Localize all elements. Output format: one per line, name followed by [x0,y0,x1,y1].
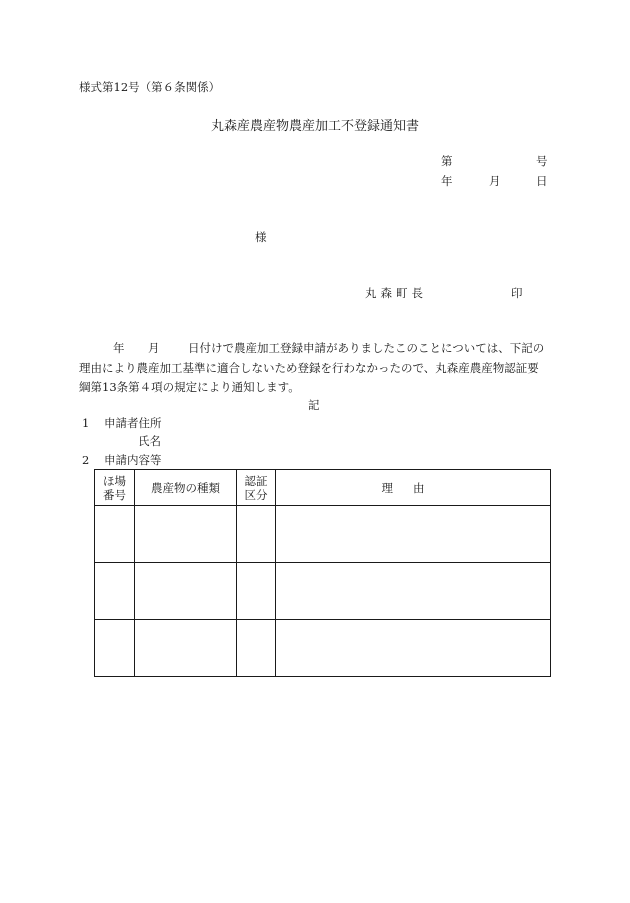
cell-reason[interactable] [276,563,551,620]
cell-field-number[interactable] [95,620,135,677]
application-table [94,469,551,677]
cell-crop-kind[interactable] [135,620,237,677]
cell-crop-kind[interactable] [135,563,237,620]
body-line-1-text: 日付けで農産加工登録申請がありましたこのことについては、下記の [188,341,545,355]
item-2-number: 2 [82,453,90,467]
number-suffix-label: 号 [536,154,548,168]
cell-reason[interactable] [276,620,551,677]
item-2-label: 申請内容等 [104,453,162,467]
addressee-honorific: 様 [255,230,267,244]
body-year-label: 年 [113,341,125,355]
cell-field-number[interactable] [95,563,135,620]
item-1-label: 申請者住所 [104,416,162,430]
body-line-2: 理由により農産加工基準に適合しないため登録を行わなかったので、丸森産農産物認証要 [79,361,539,375]
document-title: 丸森産農産物農産加工不登録通知書 [210,119,419,134]
cell-certification-class[interactable] [237,506,276,563]
header-crop-kind: 農産物の種類 [135,470,237,506]
header-reason: 理由 [276,470,551,506]
table-header-row [95,470,551,506]
form-number: 様式第12号（第６条関係） [79,80,221,94]
cell-certification-class[interactable] [237,620,276,677]
table-row [95,506,551,563]
month-label: 月 [489,174,501,188]
body-month-label: 月 [148,341,160,355]
cell-crop-kind[interactable] [135,506,237,563]
cell-reason[interactable] [276,506,551,563]
item-1-sublabel: 氏名 [138,434,161,448]
sender-mayor: 丸森町長 [365,286,427,300]
header-field-number: ほ場 番号 [95,470,135,506]
table-row [95,620,551,677]
cell-field-number[interactable] [95,506,135,563]
ki-heading: 記 [308,398,320,412]
body-line-3: 綱第13条第４項の規定により通知します。 [79,380,300,394]
header-certification-class: 認証 区分 [237,470,276,506]
seal-mark: 印 [511,286,523,300]
table-row [95,563,551,620]
item-1-number: 1 [82,416,90,430]
year-label: 年 [441,174,453,188]
body-line-1 [113,343,544,355]
day-label: 日 [536,174,548,188]
number-prefix-label: 第 [441,154,453,168]
cell-certification-class[interactable] [237,563,276,620]
